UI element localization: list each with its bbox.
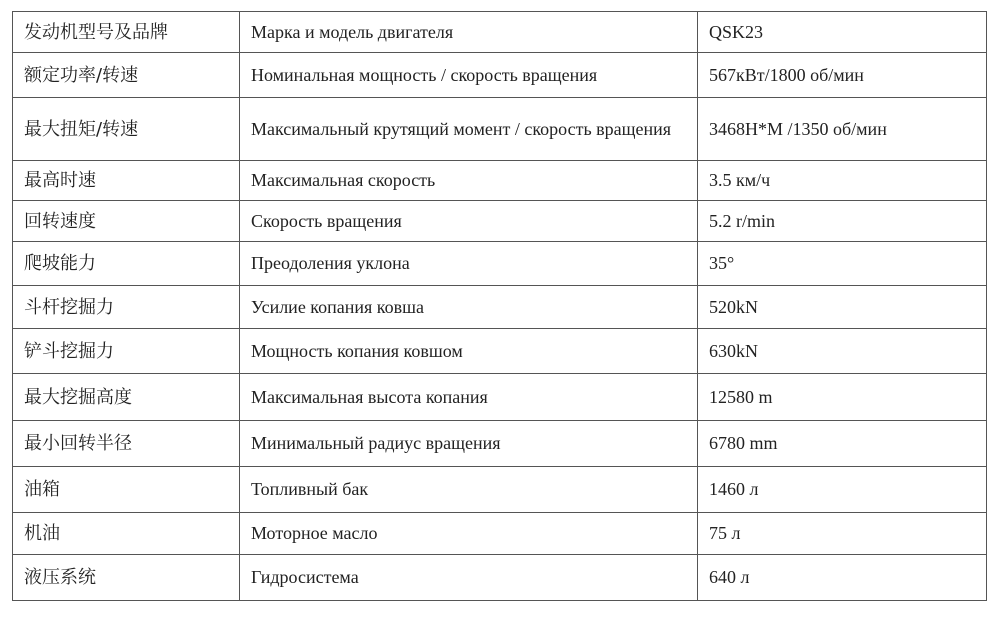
table-row xyxy=(13,421,987,467)
param-name-zh: 最高时速 xyxy=(13,161,240,201)
table-row xyxy=(13,12,987,53)
param-name-zh: 爬坡能力 xyxy=(13,242,240,286)
param-name-ru: Гидросистема xyxy=(240,555,698,601)
param-name-ru: Усилие копания ковша xyxy=(240,286,698,329)
param-name-ru: Мощность копания ковшом xyxy=(240,329,698,374)
table-row xyxy=(13,161,987,201)
param-name-zh: 油箱 xyxy=(13,467,240,513)
table-row xyxy=(13,286,987,329)
param-value: 3.5 км/ч xyxy=(698,161,987,201)
param-name-zh: 机油 xyxy=(13,513,240,555)
param-name-ru: Моторное масло xyxy=(240,513,698,555)
param-name-ru: Минимальный радиус вращения xyxy=(240,421,698,467)
param-value: 5.2 r/min xyxy=(698,201,987,242)
table-row xyxy=(13,98,987,161)
param-value: 1460 л xyxy=(698,467,987,513)
table-row xyxy=(13,329,987,374)
param-value: QSK23 xyxy=(698,12,987,53)
table-row xyxy=(13,467,987,513)
param-name-ru: Скорость вращения xyxy=(240,201,698,242)
param-name-zh: 回转速度 xyxy=(13,201,240,242)
param-name-ru: Номинальная мощность / скорость вращения xyxy=(240,53,698,98)
param-name-ru: Максимальная высота копания xyxy=(240,374,698,421)
table-row xyxy=(13,201,987,242)
param-name-zh: 铲斗挖掘力 xyxy=(13,329,240,374)
table-row xyxy=(13,513,987,555)
param-value: 12580 m xyxy=(698,374,987,421)
param-name-zh: 最大扭矩/转速 xyxy=(13,98,240,161)
param-name-ru: Максимальная скорость xyxy=(240,161,698,201)
param-name-zh: 最小回转半径 xyxy=(13,421,240,467)
param-name-ru: Максимальный крутящий момент / скорость вращения xyxy=(240,98,698,161)
param-value: 6780 mm xyxy=(698,421,987,467)
param-value: 3468Н*М /1350 об/мин xyxy=(698,98,987,161)
table-row xyxy=(13,374,987,421)
param-name-ru: Топливный бак xyxy=(240,467,698,513)
table-row xyxy=(13,555,987,601)
param-value: 640 л xyxy=(698,555,987,601)
param-name-zh: 额定功率/转速 xyxy=(13,53,240,98)
param-value: 75 л xyxy=(698,513,987,555)
table-row xyxy=(13,53,987,98)
param-name-ru: Преодоления уклона xyxy=(240,242,698,286)
spec-table xyxy=(12,11,987,601)
param-name-zh: 液压系统 xyxy=(13,555,240,601)
param-name-zh: 发动机型号及品牌 xyxy=(13,12,240,53)
param-value: 520kN xyxy=(698,286,987,329)
param-name-zh: 斗杆挖掘力 xyxy=(13,286,240,329)
param-name-zh: 最大挖掘高度 xyxy=(13,374,240,421)
param-value: 567кВт/1800 об/мин xyxy=(698,53,987,98)
param-value: 35° xyxy=(698,242,987,286)
param-value: 630kN xyxy=(698,329,987,374)
param-name-ru: Марка и модель двигателя xyxy=(240,12,698,53)
table-row xyxy=(13,242,987,286)
